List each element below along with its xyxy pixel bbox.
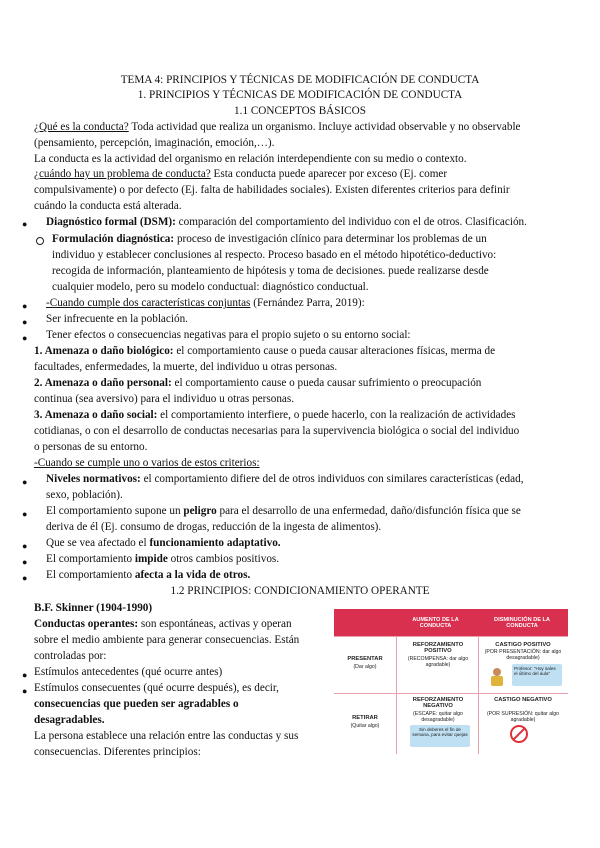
- bullet-icon: ●: [22, 573, 28, 583]
- row-presentar: PRESENTAR: [347, 656, 383, 662]
- formulacion-line-1: [52, 232, 487, 248]
- table-col-disminucion: DISMINUCIÓN DE LA CONDUCTA: [494, 617, 550, 630]
- impide-pre: El comportamiento: [46, 553, 135, 565]
- amenaza-social-text-2: cotidianas, o con el desarrollo de conductas necesarias para la supervivencia biológica o social del individuo: [34, 425, 520, 437]
- criteria2-head: -Cuando se cumple uno o varios de estos criterios:: [34, 457, 260, 469]
- row-presentar-sub: (Dar algo): [353, 664, 377, 670]
- principios-text-1: La persona establece una relación entre las conductas y sus: [34, 730, 299, 742]
- title-tema: TEMA 4: PRINCIPIOS Y TÉCNICAS DE MODIFICACIÓN DE CONDUCTA: [120, 74, 480, 86]
- dsm-text: comparación del comportamiento del individuo con el de otros. Clasificación.: [175, 216, 527, 228]
- refuerzo-positivo-sub: (RECOMPENSA: dar algo agradable): [407, 656, 469, 668]
- peligro-line-1: [46, 504, 521, 520]
- consecuencias-bold-2: desagradables.: [34, 714, 105, 726]
- formulacion-text-2: individuo y establecer conclusiones al respecto. Proceso basado en el método hipotético-deductivo:: [52, 249, 497, 261]
- castigo-negativo-sub: (POR SUPRESIÓN: quitar algo agradable): [486, 711, 560, 723]
- table-divider: [478, 636, 479, 754]
- table-divider: [396, 636, 397, 754]
- formulacion-text-1: proceso de investigación clínico para determinar los problemas de un: [174, 233, 487, 245]
- niveles-text-2: sexo, población).: [46, 489, 123, 501]
- refuerzo-negativo-sub: (ESCAPE: quitar algo desagradable): [413, 711, 463, 723]
- operantes-text-2: sobre el medio ambiente para generar consecuencias. Están: [34, 634, 300, 646]
- formulacion-text-3: recogida de información, planteamiento de hipótesis y toma de decisiones. puede realizarse desde: [52, 265, 489, 277]
- afecta-bold: afecta a la vida de otros.: [134, 569, 251, 581]
- prohibited-icon: [510, 725, 528, 743]
- bullet-icon: ●: [22, 219, 28, 229]
- principios-text-2: consecuencias. Diferentes principios:: [34, 746, 201, 758]
- bullet-icon: ●: [22, 509, 28, 519]
- amenaza-personal-text-2: continua (sea aversivo) para el individuo u otras personas.: [34, 393, 295, 405]
- skinner-name: B.F. Skinner (1904-1990): [34, 602, 153, 614]
- row-retirar-sub: (Quitar algo): [350, 723, 380, 729]
- estimulos-consecuentes: Estímulos consecuentes (qué ocurre después), es decir,: [34, 682, 279, 694]
- amenaza-social-text-3: o personas de su entorno.: [34, 441, 148, 453]
- afecta-pre: El comportamiento: [46, 569, 135, 581]
- operantes-text-1: son espontáneas, activas y operan: [138, 618, 292, 630]
- criteria1-b2: Tener efectos o consecuencias negativas para el propio sujeto o su entorno social:: [46, 329, 411, 341]
- impide-post: otros cambios positivos.: [167, 553, 280, 565]
- criteria1-b1: Ser infrecuente en la población.: [46, 313, 188, 325]
- bullet-icon: ●: [22, 301, 28, 311]
- title-subsection-1-1: 1.1 CONCEPTOS BÁSICOS: [234, 105, 366, 117]
- peligro-text-2: deriva de él (Ej. consumo de drogas, reducción de la ingesta de alimentos).: [46, 521, 382, 533]
- impide-bold: impide: [134, 553, 168, 565]
- criteria1-head: -Cuando cumple dos características conjuntas: [46, 297, 251, 309]
- bullet-icon: ●: [22, 317, 28, 327]
- bullet-icon: ●: [22, 557, 28, 567]
- bullet-icon: ●: [22, 686, 28, 696]
- amenaza-social-text-1: el comportamiento interfiere, o puede hacerlo, con la realización de actividades: [157, 409, 516, 421]
- castigo-positivo-title: CASTIGO POSITIVO: [495, 642, 551, 648]
- castigo-negativo-title: CASTIGO NEGATIVO: [494, 697, 552, 703]
- amenaza-biologica-line-1: [34, 344, 495, 360]
- table-col-aumento: AUMENTO DE LA CONDUCTA: [412, 617, 459, 630]
- adaptativo-line: [46, 536, 281, 552]
- bullet-icon: ●: [22, 670, 28, 680]
- question-conducta: ¿Qué es la conducta?: [34, 121, 129, 133]
- afecta-line: [46, 568, 250, 584]
- criteria1-cite: (Fernández Parra, 2019):: [250, 297, 365, 309]
- impide-line: [46, 552, 279, 568]
- niveles-line-1: [46, 472, 524, 488]
- table-divider: [334, 636, 568, 637]
- answer-conducta-1: Toda actividad que realiza un organismo. Incluye actividad observable y no observable: [128, 121, 521, 133]
- consecuencias-bold-1: consecuencias que pueden ser agradables o: [34, 698, 239, 710]
- definition-conducta: La conducta es la actividad del organismo en relación interdependiente con su medio o contexto.: [34, 153, 467, 165]
- bullet-icon: ●: [22, 541, 28, 551]
- amenaza-biologica-text-1: el comportamiento cause o pueda causar alteraciones físicas, merma de: [173, 345, 496, 357]
- dsm-line: [46, 215, 527, 231]
- conditioning-table: [334, 609, 568, 754]
- answer-problema-2: compulsivamente) o por defecto (Ej. falta de habilidades sociales). Existen diferentes criterios para definir: [34, 184, 510, 196]
- adaptativo-pre: Que se vea afectado el: [46, 537, 150, 549]
- amenaza-social-label: 3. Amenaza o daño social:: [34, 409, 158, 421]
- teacher-figure-icon: [486, 667, 508, 687]
- castigo-positivo-note: Profesor: "Hoy sales el último del aula": [514, 666, 556, 677]
- question-problema: ¿cuándo hay un problema de conducta?: [34, 168, 211, 180]
- intro-q1-line: [34, 120, 521, 136]
- refuerzo-negativo-note: Sin deberes el fin de semana, para evitar quejas: [412, 727, 468, 738]
- title-subsection-1-2: 1.2 PRINCIPIOS: CONDICIONAMIENTO OPERANTE: [170, 585, 430, 597]
- peligro-pre: El comportamiento supone un: [46, 505, 184, 517]
- amenaza-personal-text-1: el comportamiento cause o pueda causar sufrimiento o preocupación: [171, 377, 482, 389]
- adaptativo-bold: funcionamiento adaptativo.: [149, 537, 281, 549]
- circle-bullet-icon: [36, 237, 44, 245]
- refuerzo-positivo-title: REFORZAMIENTO POSITIVO: [412, 642, 464, 655]
- title-section-1: 1. PRINCIPIOS Y TÉCNICAS DE MODIFICACIÓN DE CONDUCTA: [137, 89, 463, 101]
- peligro-bold: peligro: [183, 505, 217, 517]
- formulacion-text-4: cualquier modelo, pero su modelo conductual: diagnóstico conductual.: [52, 281, 369, 293]
- table-divider: [334, 693, 568, 694]
- castigo-positivo-sub: (POR PRESENTACIÓN: dar algo desagradable): [484, 649, 562, 661]
- intro-q2-line: [34, 167, 447, 183]
- bullet-icon: ●: [22, 477, 28, 487]
- amenaza-social-line-1: [34, 408, 516, 424]
- answer-problema-3: cuándo la conducta está alterada.: [34, 200, 182, 212]
- formulacion-label: Formulación diagnóstica:: [52, 233, 175, 245]
- dsm-label: Diagnóstico formal (DSM):: [46, 216, 176, 228]
- amenaza-biologica-text-2: facultades, enfermedades, la muerte, del individuo u otras personas.: [34, 361, 338, 373]
- peligro-post: para el desarrollo de una enfermedad, daño/disfunción física que se: [216, 505, 521, 517]
- operantes-text-3: controladas por:: [34, 650, 107, 662]
- answer-problema-1: Esta conducta puede aparecer por exceso (Ej. comer: [210, 168, 448, 180]
- bullet-icon: ●: [22, 333, 28, 343]
- row-retirar: RETIRAR: [352, 715, 378, 721]
- amenaza-personal-label: 2. Amenaza o daño personal:: [34, 377, 172, 389]
- niveles-text-1: el comportamiento difiere del de otros individuos con similares características (edad,: [140, 473, 524, 485]
- answer-conducta-2: (pensamiento, percepción, imaginación, emoción,…).: [34, 137, 275, 149]
- operantes-label: Conductas operantes:: [34, 618, 139, 630]
- refuerzo-negativo-title: REFORZAMIENTO NEGATIVO: [412, 697, 464, 710]
- amenaza-biologica-label: 1. Amenaza o daño biológico:: [34, 345, 174, 357]
- amenaza-personal-line-1: [34, 376, 481, 392]
- operantes-line-1: [34, 617, 292, 633]
- estimulos-antecedentes: Estímulos antecedentes (qué ocurre antes): [34, 666, 223, 678]
- niveles-label: Niveles normativos:: [46, 473, 141, 485]
- criteria1-head-line: [46, 296, 365, 312]
